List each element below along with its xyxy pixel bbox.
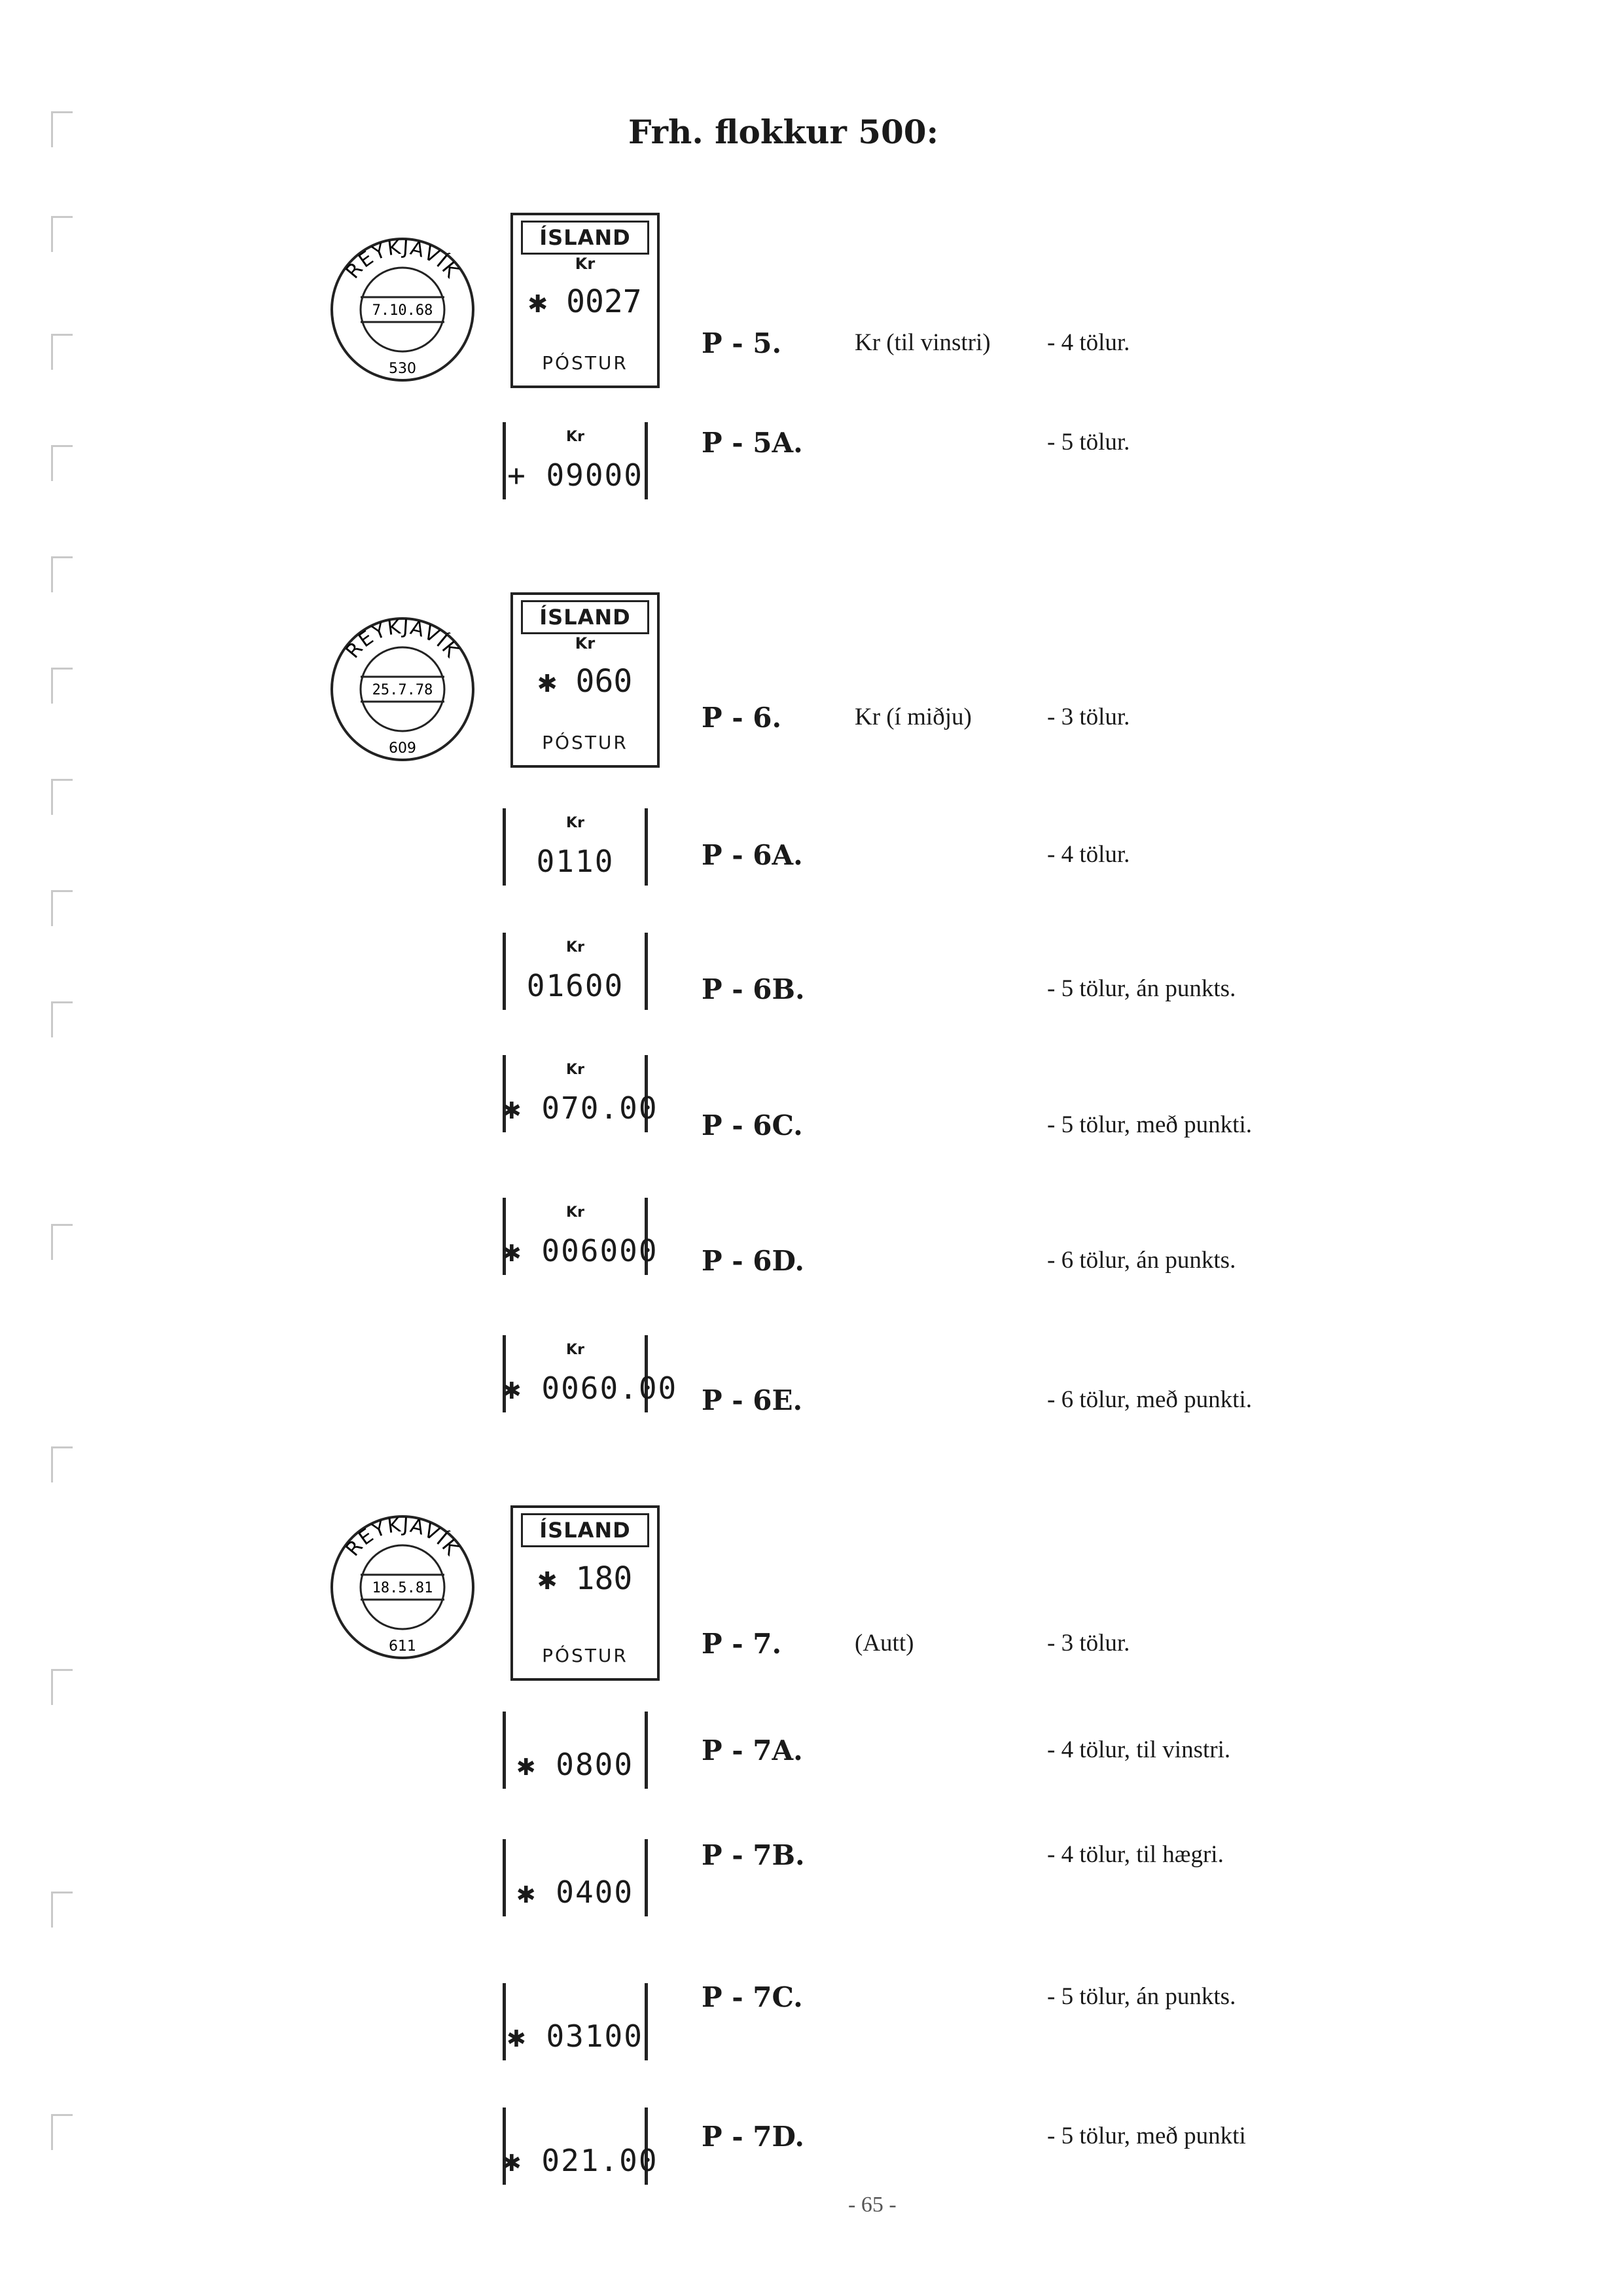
postmark — [327, 234, 478, 385]
meter-currency: Kr — [575, 634, 596, 653]
meter-value: ✱ 0400 — [516, 1874, 634, 1910]
meter-value: ✱ 060 — [537, 663, 633, 700]
postmark-stamp-icon — [327, 614, 478, 764]
catalog-code: P - 7C. — [702, 1981, 803, 2013]
meter-currency: Kr — [566, 1062, 584, 1078]
postmark-city: REYKJAVÍK — [341, 236, 464, 283]
postmark-stamp-icon — [327, 1512, 478, 1662]
meter-frank-box — [510, 592, 660, 768]
postmark-stamp-icon — [327, 234, 478, 385]
meter-value: ✱ 006000 — [503, 1233, 658, 1268]
meter-post-label: PÓSTUR — [542, 732, 628, 753]
meter-frank-strip — [503, 2108, 658, 2185]
meter-value: 01600 — [526, 968, 624, 1003]
catalog-code: P - 6D. — [702, 1245, 805, 1277]
meter-frank-strip — [503, 1712, 648, 1789]
catalog-note: (Autt) — [855, 1630, 914, 1657]
catalog-description: - 5 tölur, án punkts. — [1047, 1983, 1236, 2010]
postmark-date: 18.5.81 — [372, 1580, 433, 1596]
meter-header: ÍSLAND — [521, 221, 649, 255]
catalog-note: Kr (til vinstri) — [855, 329, 991, 356]
binder-mark — [51, 111, 73, 147]
svg-text:REYKJAVÍK — [342, 616, 464, 663]
binder-mark — [51, 779, 73, 815]
meter-currency: Kr — [566, 939, 584, 956]
meter-value: 0110 — [536, 844, 615, 879]
catalog-code: P - 7. — [702, 1628, 782, 1660]
postmark — [327, 1512, 478, 1662]
catalog-code: P - 7D. — [702, 2121, 805, 2153]
postmark-city: REYKJAVÍK — [341, 1513, 464, 1561]
postmark-city: REYKJAVÍK — [341, 615, 464, 663]
meter-header: ÍSLAND — [521, 600, 649, 634]
binder-mark — [51, 556, 73, 592]
meter-post-label: PÓSTUR — [542, 352, 628, 374]
svg-text:REYKJAVÍK — [342, 1514, 464, 1561]
meter-frank-strip — [503, 1198, 658, 1275]
catalog-description: - 4 tölur. — [1047, 841, 1130, 868]
catalog-code: P - 7A. — [702, 1734, 803, 1767]
binder-mark — [51, 1892, 73, 1928]
catalog-code: P - 6. — [702, 702, 782, 734]
binder-mark — [51, 445, 73, 481]
meter-header: ÍSLAND — [521, 1513, 649, 1547]
catalog-description: - 4 tölur. — [1047, 329, 1130, 356]
catalog-description: - 5 tölur. — [1047, 429, 1130, 456]
meter-currency: Kr — [575, 255, 596, 273]
catalog-description: - 4 tölur, til hægri. — [1047, 1841, 1224, 1868]
binder-mark — [51, 2114, 73, 2150]
catalog-description: - 5 tölur, með punkti — [1047, 2123, 1246, 2149]
catalog-description: - 3 tölur. — [1047, 1630, 1130, 1657]
catalog-description: - 4 tölur, til vinstri. — [1047, 1736, 1231, 1763]
binder-mark — [51, 668, 73, 704]
catalog-code: P - 5. — [702, 327, 782, 359]
meter-frank-box — [510, 1505, 660, 1681]
meter-value: ✱ 0800 — [516, 1747, 634, 1782]
meter-value: ✱ 03100 — [507, 2018, 643, 2054]
meter-frank-box — [510, 213, 660, 388]
catalog-code: P - 6B. — [702, 973, 805, 1005]
meter-currency: Kr — [566, 815, 584, 831]
binder-mark — [51, 1001, 73, 1037]
binder-mark — [51, 1446, 73, 1482]
catalog-description: - 5 tölur, með punkti. — [1047, 1111, 1252, 1138]
svg-text:REYKJAVÍK — [342, 236, 464, 283]
postmark-date: 7.10.68 — [372, 302, 433, 319]
binder-mark — [51, 216, 73, 252]
meter-frank-strip — [503, 808, 648, 886]
meter-value: ✱ 021.00 — [503, 2143, 658, 2178]
catalog-code: P - 7B. — [702, 1839, 805, 1871]
catalog-code: P - 6E. — [702, 1384, 803, 1416]
meter-frank-strip — [503, 1335, 678, 1412]
meter-value: ✱ 0027 — [528, 283, 642, 320]
binder-mark — [51, 334, 73, 370]
meter-frank-strip — [503, 1839, 648, 1916]
postmark-postcode: 609 — [389, 740, 416, 757]
meter-value: ✱ 0060.00 — [503, 1371, 678, 1406]
meter-value: ✱ 180 — [537, 1560, 633, 1597]
meter-value: ✱ 070.00 — [503, 1090, 658, 1126]
meter-frank-strip — [503, 1055, 658, 1132]
catalog-code: P - 6C. — [702, 1109, 803, 1141]
binder-mark — [51, 1224, 73, 1260]
binder-mark — [51, 890, 73, 926]
meter-frank-strip — [503, 933, 648, 1010]
meter-currency: Kr — [566, 1204, 584, 1221]
catalog-note: Kr (í miðju) — [855, 704, 972, 730]
meter-post-label: PÓSTUR — [542, 1645, 628, 1666]
postmark-postcode: 530 — [389, 361, 416, 377]
postmark-postcode: 611 — [389, 1638, 416, 1655]
meter-value: + 09000 — [507, 457, 643, 493]
catalog-description: - 6 tölur, með punkti. — [1047, 1386, 1252, 1413]
meter-frank-strip — [503, 422, 648, 499]
meter-frank-strip — [503, 1983, 648, 2060]
catalog-code: P - 5A. — [702, 427, 803, 459]
postmark-date: 25.7.78 — [372, 682, 433, 698]
meter-currency: Kr — [566, 429, 584, 445]
catalog-description: - 3 tölur. — [1047, 704, 1130, 730]
binder-mark — [51, 1669, 73, 1705]
meter-currency: Kr — [566, 1342, 584, 1358]
catalog-description: - 6 tölur, án punkts. — [1047, 1247, 1236, 1274]
postmark — [327, 614, 478, 764]
page-number: - 65 - — [848, 2193, 897, 2217]
catalog-description: - 5 tölur, án punkts. — [1047, 975, 1236, 1002]
catalog-code: P - 6A. — [702, 839, 803, 871]
page-title: Frh. flokkur 500: — [628, 113, 939, 151]
